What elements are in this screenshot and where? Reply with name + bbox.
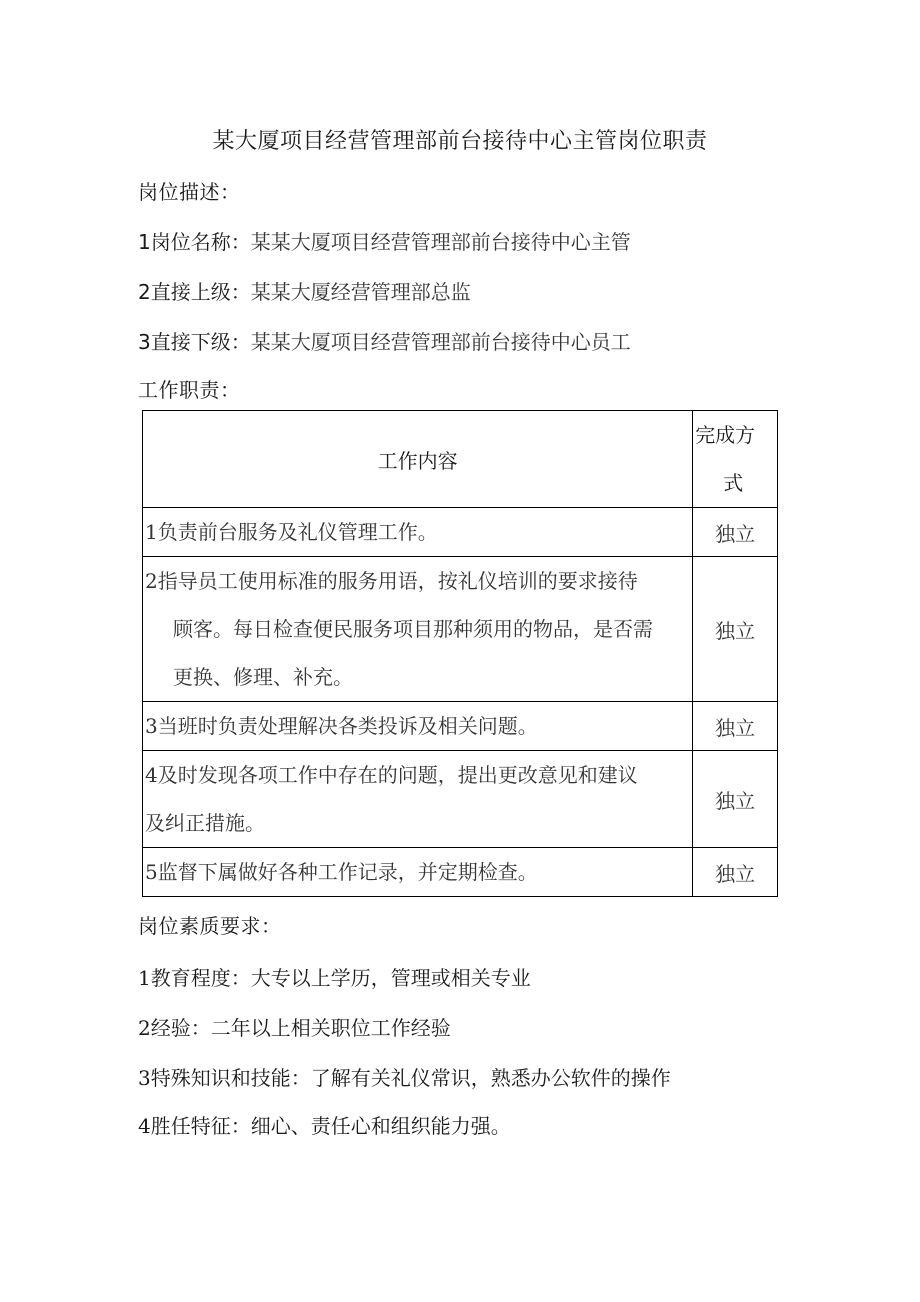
duties-table <box>142 410 778 897</box>
description-item-label: 2直接上级： <box>138 280 251 304</box>
header-completion-mode <box>693 411 778 508</box>
description-item <box>138 326 631 355</box>
description-item-value: 某某大厦项目经营管理部前台接待中心主管 <box>250 230 631 254</box>
description-item-value: 某某大厦经营管理部总监 <box>250 280 471 304</box>
table-row <box>143 702 778 751</box>
table-row <box>143 848 778 897</box>
duty-content-cell <box>143 557 693 702</box>
table-row <box>143 508 778 557</box>
duty-text: 1负责前台服务及礼仪管理工作。 <box>145 520 438 544</box>
duty-text: 更换、修理、补充。 <box>173 665 353 689</box>
header-completion-mode-line: 式 <box>723 471 744 495</box>
table-header-row <box>143 411 778 508</box>
duty-text: 4及时发现各项工作中存在的问题，提出更改意见和建议 <box>145 763 638 787</box>
duty-text: 3当班时负责处理解决各类投诉及相关问题。 <box>145 714 538 738</box>
duties-heading: 工作职责： <box>138 378 241 402</box>
duty-content-cell <box>143 508 693 557</box>
table-row <box>143 557 778 702</box>
duty-content-cell <box>143 751 693 848</box>
header-work-content: 工作内容 <box>143 411 693 508</box>
requirement-item: 4胜任特征：细心、责任心和组织能力强。 <box>138 1114 511 1138</box>
requirement-item: 2经验：二年以上相关职位工作经验 <box>138 1016 451 1040</box>
description-item-value: 某某大厦项目经营管理部前台接待中心员工 <box>250 330 631 354</box>
duty-text: 顾客。每日检查便民服务项目那种须用的物品，是否需 <box>173 617 653 641</box>
description-item <box>138 226 631 255</box>
description-heading: 岗位描述： <box>138 180 241 204</box>
duty-text: 2指导员工使用标准的服务用语，按礼仪培训的要求接待 <box>145 569 638 593</box>
duty-mode-cell: 独立 <box>693 751 778 848</box>
requirement-item: 3特殊知识和技能：了解有关礼仪常识，熟悉办公软件的操作 <box>138 1066 671 1090</box>
duty-mode-cell: 独立 <box>693 702 778 751</box>
duty-text: 及纠正措施。 <box>145 811 265 835</box>
description-item-label: 3直接下级： <box>138 330 251 354</box>
duty-mode-cell: 独立 <box>693 508 778 557</box>
description-item-label: 1岗位名称： <box>138 230 251 254</box>
description-item <box>138 276 471 305</box>
duty-content-cell <box>143 702 693 751</box>
duty-content-cell <box>143 848 693 897</box>
requirement-item: 1教育程度：大专以上学历，管理或相关专业 <box>138 966 531 990</box>
document-title: 某大厦项目经营管理部前台接待中心主管岗位职责 <box>212 129 708 154</box>
duty-text: 5监督下属做好各种工作记录，并定期检查。 <box>145 860 538 884</box>
duty-mode-cell: 独立 <box>693 848 778 897</box>
duty-mode-cell: 独立 <box>693 557 778 702</box>
table-row <box>143 751 778 848</box>
requirements-heading: 岗位素质要求： <box>138 914 282 938</box>
header-completion-mode-line: 完成方 <box>695 423 756 447</box>
